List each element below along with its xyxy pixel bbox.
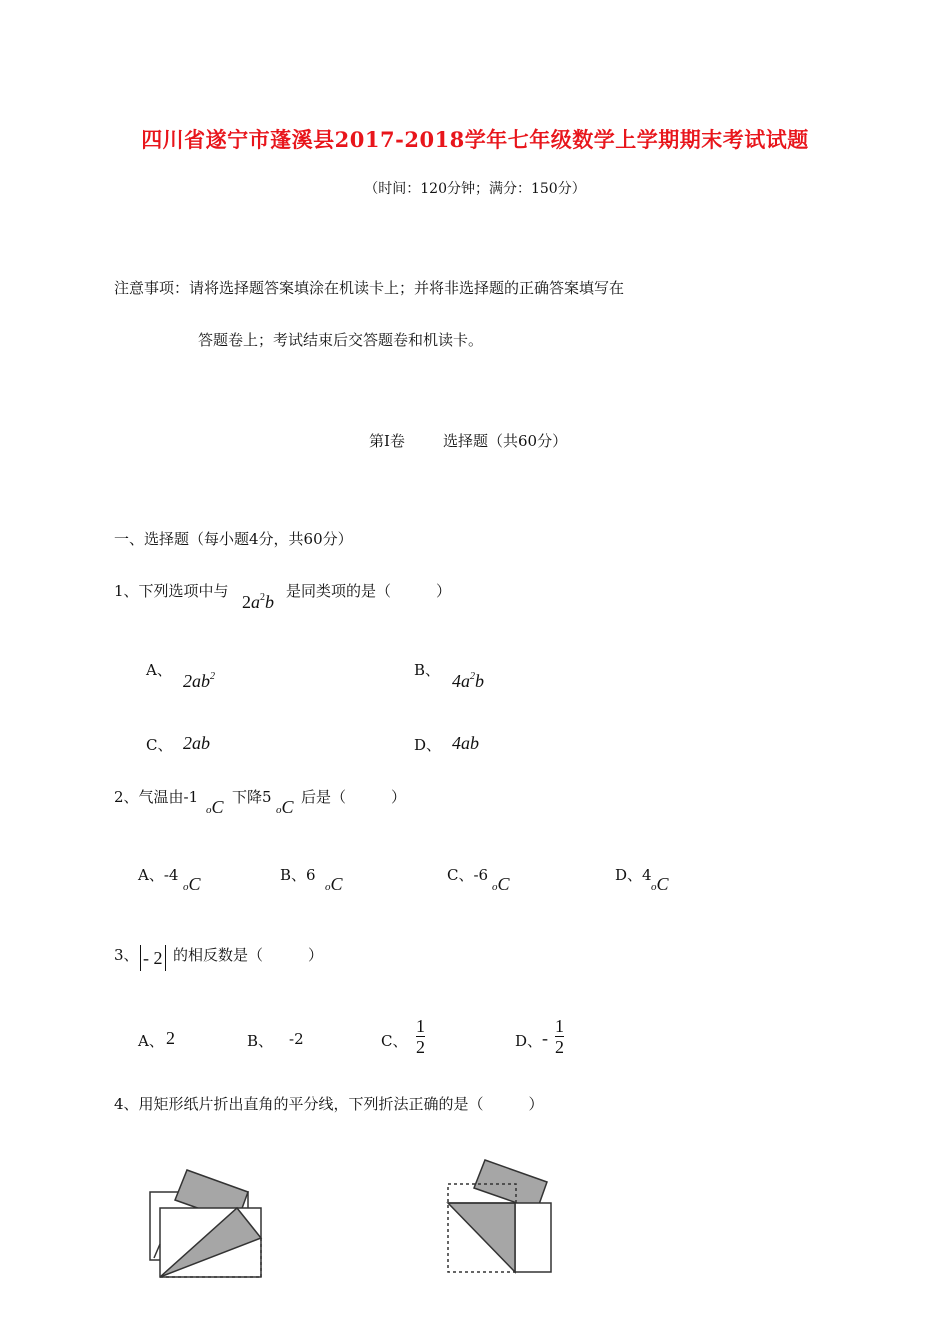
q3-option-a: 2 [166,1028,175,1048]
q1-option-c-label: C、 [146,736,173,754]
q2-option-b-unit: oC [325,874,343,894]
section-heading: 一、选择题（每小题4分，共60分） [114,530,353,548]
q2-option-b: B、6 [280,866,316,884]
q2-suffix: 后是（ ） [301,788,407,806]
q1-prefix: 1、下列选项中与 [114,582,229,600]
q3-option-d-sign: - [542,1028,548,1048]
q1-option-d: 4ab [452,733,479,753]
q3-abs-expression: - 2 [140,945,166,971]
q2-unit-1: oC [206,797,224,817]
q2-option-d: D、4 [615,866,652,884]
q2-unit-2: oC [276,797,294,817]
q2-option-c: C、-6 [447,866,489,884]
q1-option-d-label: D、 [414,736,442,754]
q3-option-d-label: D、 [515,1032,543,1050]
q2-option-a: A、-4 [138,866,179,884]
q3-option-b: -2 [289,1030,304,1048]
q3-option-c: 1 2 [416,1016,425,1057]
q2-prefix: 2、气温由-1 [114,788,199,806]
q3-prefix: 3、 [114,946,139,964]
q1-option-a: $2ab^2$ [183,671,215,691]
q1-expression: $2a^2b$ [242,592,274,612]
q1-option-b-label: B、 [414,661,441,679]
volume-title: 选择题（共60分） [443,432,568,450]
q3-suffix: 的相反数是（ ） [173,946,324,964]
exam-time-info: （时间：120分钟；满分：150分） [364,181,586,197]
q1-option-b: $4a^2b$ [452,671,484,691]
fold-figure-1 [140,1160,270,1282]
q2-option-c-unit: oC [492,874,510,894]
page-title: 四川省遂宁市蓬溪县2017-2018学年七年级数学上学期期末考试试题 [141,127,809,152]
q2-option-a-unit: oC [183,874,201,894]
notice-line-2: 答题卷上；考试结束后交答题卷和机读卡。 [198,331,484,349]
q3-option-b-label: B、 [247,1032,274,1050]
q2-option-d-unit: oC [651,874,669,894]
notice-line-1: 注意事项：请将选择题答案填涂在机读卡上；并将非选择题的正确答案填写在 [114,279,625,297]
q1-option-c: 2ab [183,733,210,753]
q1-option-a-label: A、 [146,661,172,679]
q3-option-a-label: A、 [138,1032,164,1050]
q3-option-d: 1 2 [555,1016,564,1057]
q4-stem: 4、用矩形纸片折出直角的平分线，下列折法正确的是（ ） [114,1095,544,1113]
q2-mid: 下降5 [232,788,272,806]
fold-figure-2 [440,1155,560,1277]
q3-option-c-label: C、 [381,1032,408,1050]
q1-suffix: 是同类项的是（ ） [286,582,452,600]
volume-label: 第Ⅰ卷 [369,432,405,450]
